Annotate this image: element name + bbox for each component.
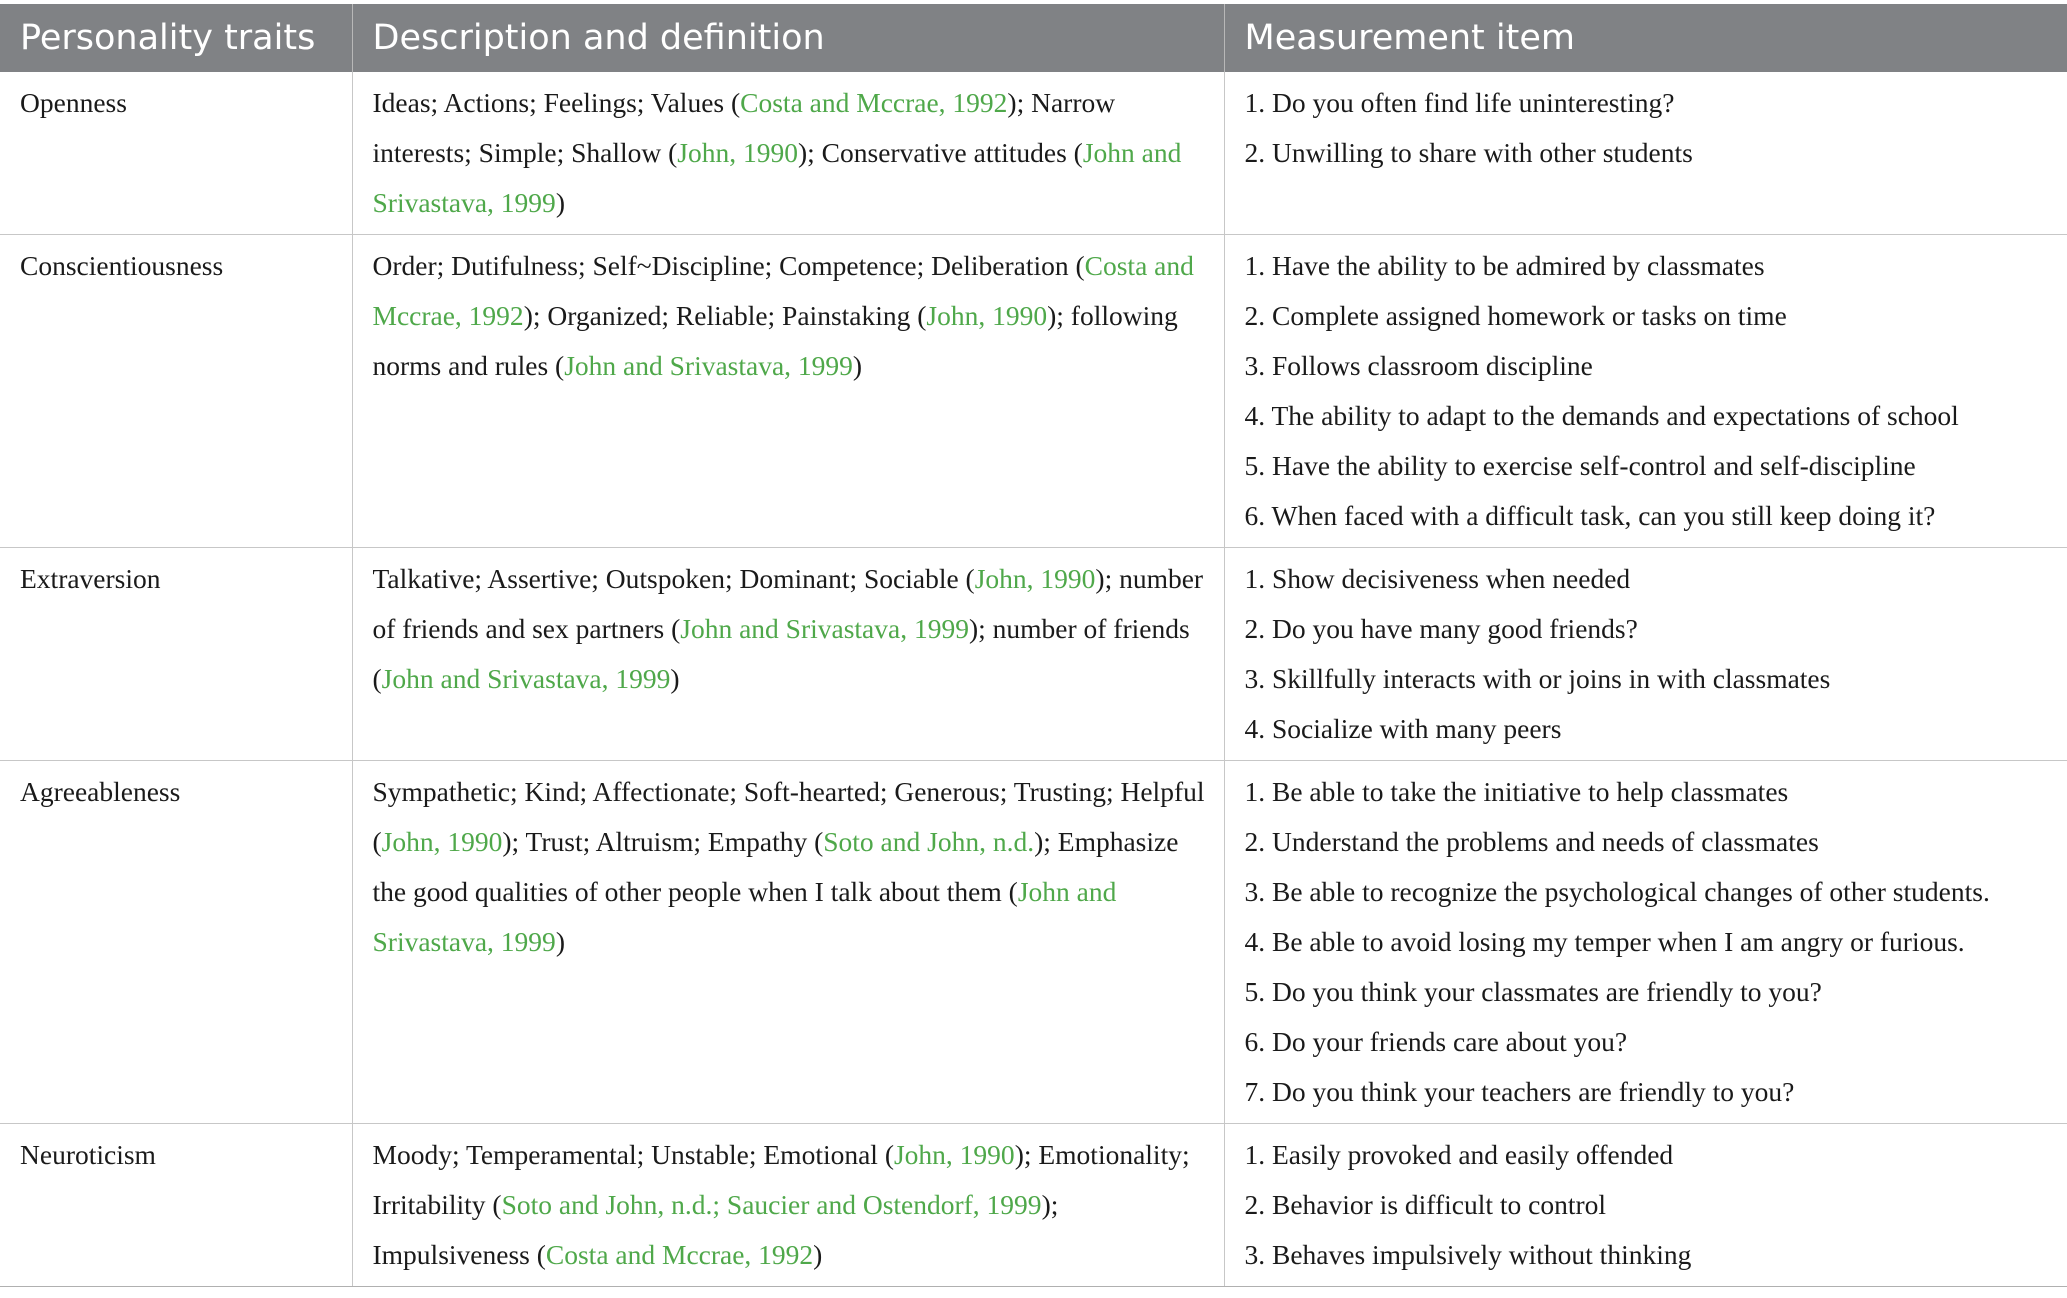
description-cell bbox=[352, 72, 1224, 235]
measurement-item: 4. The ability to adapt to the demands and expectations of school bbox=[1244, 400, 1959, 431]
description-cell bbox=[352, 1124, 1224, 1287]
description-text: ) bbox=[555, 187, 565, 218]
citation-link[interactable]: John and Srivastava, 1999 bbox=[680, 613, 969, 644]
trait-cell: Conscientiousness bbox=[0, 235, 352, 548]
description-text: ); following norms and rules ( bbox=[372, 300, 1178, 381]
table-row bbox=[0, 1124, 2067, 1287]
description-text: ) bbox=[555, 926, 565, 957]
measurement-item: 2. Unwilling to share with other students bbox=[1244, 137, 1693, 168]
citation-link[interactable]: John, 1990 bbox=[381, 826, 503, 857]
description-text: Ideas; Actions; Feelings; Values ( bbox=[372, 87, 741, 118]
description-text: ) bbox=[670, 663, 680, 694]
measurement-item: 1. Show decisiveness when needed bbox=[1244, 563, 1631, 594]
citation-link[interactable]: John and Srivastava, 1999 bbox=[372, 137, 1182, 218]
measurement-item: 2. Do you have many good friends? bbox=[1244, 613, 1638, 644]
measurement-items-cell bbox=[1224, 1124, 2067, 1287]
measurement-item: 4. Socialize with many peers bbox=[1244, 713, 1562, 744]
measurement-item: 4. Be able to avoid losing my temper when I am angry or furious. bbox=[1244, 926, 1965, 957]
description-text: ); Narrow interests; Simple; Shallow ( bbox=[372, 87, 1116, 168]
description-cell bbox=[352, 548, 1224, 761]
citation-link[interactable]: John, 1990 bbox=[677, 137, 798, 168]
table-row bbox=[0, 72, 2067, 235]
description-text: Sympathetic; Kind; Affectionate; Soft-hearted; Generous; Trusting; Helpful ( bbox=[372, 776, 1205, 857]
trait-cell: Extraversion bbox=[0, 548, 352, 761]
measurement-item: 1. Be able to take the initiative to help classmates bbox=[1244, 776, 1789, 807]
citation-link[interactable]: Costa and Mccrae, 1992 bbox=[545, 1239, 814, 1270]
trait-cell: Openness bbox=[0, 72, 352, 235]
description-text: ) bbox=[852, 350, 863, 381]
measurement-item: 5. Have the ability to exercise self-control and self-discipline bbox=[1244, 450, 1916, 481]
measurement-item: 3. Skillfully interacts with or joins in with classmates bbox=[1244, 663, 1831, 694]
personality-traits-table bbox=[0, 4, 2067, 1287]
description-text: Order; Dutifulness; Self~Discipline; Competence; Deliberation ( bbox=[372, 250, 1085, 281]
table-row bbox=[0, 235, 2067, 548]
description-text: ); Conservative attitudes ( bbox=[797, 137, 1083, 168]
citation-link[interactable]: John, 1990 bbox=[926, 300, 1048, 331]
header-row bbox=[0, 4, 2067, 72]
description-cell bbox=[352, 761, 1224, 1124]
description-text: ); Trust; Altruism; Empathy ( bbox=[502, 826, 824, 857]
citation-link[interactable]: John, 1990 bbox=[974, 563, 1096, 594]
table-row bbox=[0, 761, 2067, 1124]
measurement-items-cell bbox=[1224, 761, 2067, 1124]
header-description: Description and definition bbox=[352, 4, 1224, 72]
measurement-item: 1. Easily provoked and easily offended bbox=[1244, 1139, 1674, 1170]
measurement-item: 1. Have the ability to be admired by classmates bbox=[1244, 250, 1765, 281]
measurement-items-cell bbox=[1224, 548, 2067, 761]
measurement-item: 6. Do your friends care about you? bbox=[1244, 1026, 1628, 1057]
citation-link[interactable]: Soto and John, n.d.; Saucier and Ostendorf, 1999 bbox=[501, 1189, 1042, 1220]
description-cell bbox=[352, 235, 1224, 548]
measurement-item: 7. Do you think your teachers are friendly to you? bbox=[1244, 1076, 1795, 1107]
table-row bbox=[0, 548, 2067, 761]
description-text: ); Emotionality; Irritability ( bbox=[372, 1139, 1190, 1220]
measurement-item: 2. Complete assigned homework or tasks on time bbox=[1244, 300, 1787, 331]
measurement-item: 1. Do you often find life uninteresting? bbox=[1244, 87, 1675, 118]
measurement-item: 6. When faced with a difficult task, can you still keep doing it? bbox=[1244, 500, 1936, 531]
measurement-item: 2. Understand the problems and needs of classmates bbox=[1244, 826, 1819, 857]
header-personality-traits: Personality traits bbox=[0, 4, 352, 72]
measurement-items-cell bbox=[1224, 72, 2067, 235]
description-text: ); number of friends ( bbox=[372, 613, 1190, 694]
table-body bbox=[0, 72, 2067, 1287]
measurement-item: 5. Do you think your classmates are friendly to you? bbox=[1244, 976, 1822, 1007]
table-header bbox=[0, 4, 2067, 72]
citation-link[interactable]: Costa and Mccrae, 1992 bbox=[372, 250, 1194, 331]
description-text: Talkative; Assertive; Outspoken; Dominant; Sociable ( bbox=[372, 563, 975, 594]
description-text: ) bbox=[813, 1239, 823, 1270]
citation-link[interactable]: John and Srivastava, 1999 bbox=[372, 876, 1117, 957]
header-measurement-item: Measurement item bbox=[1224, 4, 2067, 72]
description-text: ); Organized; Reliable; Painstaking ( bbox=[523, 300, 927, 331]
measurement-item: 3. Be able to recognize the psychological changes of other students. bbox=[1244, 876, 1990, 907]
trait-cell: Agreeableness bbox=[0, 761, 352, 1124]
citation-link[interactable]: Costa and Mccrae, 1992 bbox=[740, 87, 1008, 118]
citation-link[interactable]: John, 1990 bbox=[893, 1139, 1015, 1170]
description-text: ); number of friends and sex partners ( bbox=[372, 563, 1204, 644]
measurement-items-cell bbox=[1224, 235, 2067, 548]
description-text: ); Impulsiveness ( bbox=[372, 1189, 1059, 1270]
measurement-item: 2. Behavior is difficult to control bbox=[1244, 1189, 1607, 1220]
description-text: Moody; Temperamental; Unstable; Emotional ( bbox=[372, 1139, 894, 1170]
measurement-item: 3. Follows classroom discipline bbox=[1244, 350, 1593, 381]
citation-link[interactable]: Soto and John, n.d. bbox=[823, 826, 1035, 857]
citation-link[interactable]: John and Srivastava, 1999 bbox=[381, 663, 671, 694]
trait-cell: Neuroticism bbox=[0, 1124, 352, 1287]
citation-link[interactable]: John and Srivastava, 1999 bbox=[564, 350, 853, 381]
description-text: ); Emphasize the good qualities of other people when I talk about them ( bbox=[372, 826, 1179, 907]
measurement-item: 3. Behaves impulsively without thinking bbox=[1244, 1239, 1692, 1270]
